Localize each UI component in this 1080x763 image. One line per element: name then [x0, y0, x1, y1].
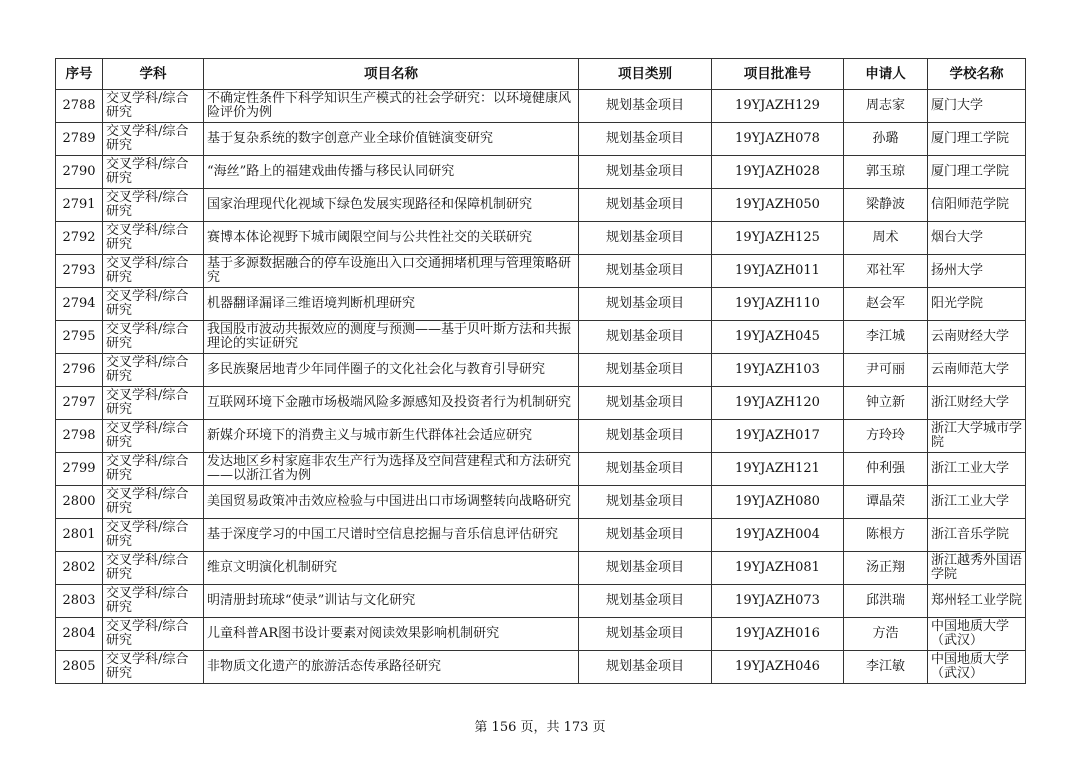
- row-applicant: 李江城: [844, 321, 928, 354]
- row-project-type: 规划基金项目: [579, 618, 712, 651]
- row-project-name: 基于复杂系统的数字创意产业全球价值链演变研究: [204, 123, 579, 156]
- row-subject: 交叉学科/综合研究: [103, 519, 204, 552]
- row-approval-number: 19YJAZH121: [712, 453, 844, 486]
- row-school: 烟台大学: [928, 222, 1026, 255]
- table-row: [56, 156, 1026, 189]
- table-row: [56, 255, 1026, 288]
- row-school: 浙江音乐学院: [928, 519, 1026, 552]
- row-school: 中国地质大学（武汉）: [928, 618, 1026, 651]
- row-project-type: 规划基金项目: [579, 519, 712, 552]
- row-project-type: 规划基金项目: [579, 222, 712, 255]
- header-project-type: 项目类别: [579, 59, 712, 90]
- row-approval-number: 19YJAZH120: [712, 387, 844, 420]
- row-project-name: 美国贸易政策冲击效应检验与中国进出口市场调整转向战略研究: [204, 486, 579, 519]
- row-subject: 交叉学科/综合研究: [103, 156, 204, 189]
- row-approval-number: 19YJAZH028: [712, 156, 844, 189]
- table-row: [56, 420, 1026, 453]
- row-applicant: 钟立新: [844, 387, 928, 420]
- row-project-type: 规划基金项目: [579, 123, 712, 156]
- row-project-name: 不确定性条件下科学知识生产模式的社会学研究：以环境健康风险评价为例: [204, 90, 579, 123]
- row-subject: 交叉学科/综合研究: [103, 222, 204, 255]
- row-index: 2805: [56, 651, 103, 684]
- row-subject: 交叉学科/综合研究: [103, 453, 204, 486]
- row-subject: 交叉学科/综合研究: [103, 321, 204, 354]
- row-index: 2790: [56, 156, 103, 189]
- row-subject: 交叉学科/综合研究: [103, 189, 204, 222]
- row-school: 扬州大学: [928, 255, 1026, 288]
- table-row: [56, 552, 1026, 585]
- row-approval-number: 19YJAZH073: [712, 585, 844, 618]
- row-index: 2798: [56, 420, 103, 453]
- row-project-type: 规划基金项目: [579, 651, 712, 684]
- row-applicant: 汤正翔: [844, 552, 928, 585]
- row-applicant: 李江敏: [844, 651, 928, 684]
- row-subject: 交叉学科/综合研究: [103, 123, 204, 156]
- row-school: 厦门理工学院: [928, 156, 1026, 189]
- row-index: 2802: [56, 552, 103, 585]
- row-project-name: 维京文明演化机制研究: [204, 552, 579, 585]
- row-school: 浙江工业大学: [928, 453, 1026, 486]
- row-index: 2801: [56, 519, 103, 552]
- row-school: 郑州轻工业学院: [928, 585, 1026, 618]
- row-subject: 交叉学科/综合研究: [103, 420, 204, 453]
- row-approval-number: 19YJAZH129: [712, 90, 844, 123]
- row-index: 2795: [56, 321, 103, 354]
- row-applicant: 仲利强: [844, 453, 928, 486]
- row-project-type: 规划基金项目: [579, 354, 712, 387]
- row-applicant: 陈根方: [844, 519, 928, 552]
- header-project-name: 项目名称: [204, 59, 579, 90]
- row-project-type: 规划基金项目: [579, 189, 712, 222]
- header-index: 序号: [56, 59, 103, 90]
- table-row: [56, 651, 1026, 684]
- table-row: [56, 189, 1026, 222]
- table-row: [56, 354, 1026, 387]
- row-approval-number: 19YJAZH078: [712, 123, 844, 156]
- header-approval-number: 项目批准号: [712, 59, 844, 90]
- row-project-type: 规划基金项目: [579, 90, 712, 123]
- row-project-name: 互联网环境下金融市场极端风险多源感知及投资者行为机制研究: [204, 387, 579, 420]
- row-subject: 交叉学科/综合研究: [103, 255, 204, 288]
- table-row: [56, 123, 1026, 156]
- row-subject: 交叉学科/综合研究: [103, 585, 204, 618]
- project-table: [55, 58, 1026, 684]
- row-project-name: 国家治理现代化视域下绿色发展实现路径和保障机制研究: [204, 189, 579, 222]
- row-project-name: 非物质文化遗产的旅游活态传承路径研究: [204, 651, 579, 684]
- row-project-name: 发达地区乡村家庭非农生产行为选择及空间营建程式和方法研究——以浙江省为例: [204, 453, 579, 486]
- row-approval-number: 19YJAZH080: [712, 486, 844, 519]
- table-row: [56, 222, 1026, 255]
- header-school: 学校名称: [928, 59, 1026, 90]
- row-school: 厦门大学: [928, 90, 1026, 123]
- row-applicant: 邓社军: [844, 255, 928, 288]
- row-applicant: 邱洪瑞: [844, 585, 928, 618]
- row-index: 2800: [56, 486, 103, 519]
- row-applicant: 方浩: [844, 618, 928, 651]
- row-project-type: 规划基金项目: [579, 288, 712, 321]
- row-applicant: 郭玉琼: [844, 156, 928, 189]
- table-row: [56, 585, 1026, 618]
- row-school: 厦门理工学院: [928, 123, 1026, 156]
- row-project-name: 明清册封琉球“使录”训诂与文化研究: [204, 585, 579, 618]
- row-index: 2803: [56, 585, 103, 618]
- table-row: [56, 90, 1026, 123]
- row-school: 浙江工业大学: [928, 486, 1026, 519]
- row-school: 浙江越秀外国语学院: [928, 552, 1026, 585]
- row-index: 2789: [56, 123, 103, 156]
- row-subject: 交叉学科/综合研究: [103, 486, 204, 519]
- row-project-type: 规划基金项目: [579, 420, 712, 453]
- row-project-name: 机器翻译漏译三维语境判断机理研究: [204, 288, 579, 321]
- row-applicant: 周术: [844, 222, 928, 255]
- row-approval-number: 19YJAZH103: [712, 354, 844, 387]
- row-project-name: 多民族聚居地青少年同伴圈子的文化社会化与教育引导研究: [204, 354, 579, 387]
- row-project-type: 规划基金项目: [579, 486, 712, 519]
- row-school: 云南财经大学: [928, 321, 1026, 354]
- row-project-type: 规划基金项目: [579, 255, 712, 288]
- row-subject: 交叉学科/综合研究: [103, 354, 204, 387]
- header-subject: 学科: [103, 59, 204, 90]
- table-row: [56, 519, 1026, 552]
- row-index: 2804: [56, 618, 103, 651]
- table-row: [56, 321, 1026, 354]
- row-approval-number: 19YJAZH017: [712, 420, 844, 453]
- row-project-name: 儿童科普AR图书设计要素对阅读效果影响机制研究: [204, 618, 579, 651]
- row-index: 2791: [56, 189, 103, 222]
- row-subject: 交叉学科/综合研究: [103, 552, 204, 585]
- row-index: 2796: [56, 354, 103, 387]
- row-approval-number: 19YJAZH050: [712, 189, 844, 222]
- table-row: [56, 618, 1026, 651]
- table-row: [56, 387, 1026, 420]
- page-footer: 第 156 页，共 173 页: [474, 720, 606, 735]
- row-project-name: 基于多源数据融合的停车设施出入口交通拥堵机理与管理策略研究: [204, 255, 579, 288]
- table-row: [56, 288, 1026, 321]
- row-project-name: 赛博本体论视野下城市阈限空间与公共性社交的关联研究: [204, 222, 579, 255]
- row-applicant: 赵会军: [844, 288, 928, 321]
- row-project-type: 规划基金项目: [579, 453, 712, 486]
- row-project-type: 规划基金项目: [579, 552, 712, 585]
- row-approval-number: 19YJAZH004: [712, 519, 844, 552]
- row-applicant: 周志家: [844, 90, 928, 123]
- row-approval-number: 19YJAZH011: [712, 255, 844, 288]
- row-subject: 交叉学科/综合研究: [103, 387, 204, 420]
- row-subject: 交叉学科/综合研究: [103, 90, 204, 123]
- row-index: 2799: [56, 453, 103, 486]
- row-approval-number: 19YJAZH046: [712, 651, 844, 684]
- row-approval-number: 19YJAZH110: [712, 288, 844, 321]
- row-school: 阳光学院: [928, 288, 1026, 321]
- row-approval-number: 19YJAZH045: [712, 321, 844, 354]
- row-project-name: 新媒介环境下的消费主义与城市新生代群体社会适应研究: [204, 420, 579, 453]
- row-applicant: 尹可丽: [844, 354, 928, 387]
- row-school: 浙江财经大学: [928, 387, 1026, 420]
- row-subject: 交叉学科/综合研究: [103, 288, 204, 321]
- row-project-type: 规划基金项目: [579, 387, 712, 420]
- row-subject: 交叉学科/综合研究: [103, 618, 204, 651]
- row-approval-number: 19YJAZH016: [712, 618, 844, 651]
- header-row: [56, 59, 1026, 90]
- row-approval-number: 19YJAZH081: [712, 552, 844, 585]
- row-index: 2792: [56, 222, 103, 255]
- row-applicant: 方玲玲: [844, 420, 928, 453]
- row-index: 2788: [56, 90, 103, 123]
- row-project-type: 规划基金项目: [579, 585, 712, 618]
- row-project-type: 规划基金项目: [579, 156, 712, 189]
- row-index: 2793: [56, 255, 103, 288]
- row-school: 云南师范大学: [928, 354, 1026, 387]
- row-subject: 交叉学科/综合研究: [103, 651, 204, 684]
- header-applicant: 申请人: [844, 59, 928, 90]
- row-applicant: 孙璐: [844, 123, 928, 156]
- row-applicant: 梁静波: [844, 189, 928, 222]
- row-project-name: 我国股市波动共振效应的测度与预测——基于贝叶斯方法和共振理论的实证研究: [204, 321, 579, 354]
- row-school: 中国地质大学（武汉）: [928, 651, 1026, 684]
- table-row: [56, 453, 1026, 486]
- row-project-name: 基于深度学习的中国工尺谱时空信息挖掘与音乐信息评估研究: [204, 519, 579, 552]
- row-applicant: 谭晶荣: [844, 486, 928, 519]
- row-school: 信阳师范学院: [928, 189, 1026, 222]
- row-approval-number: 19YJAZH125: [712, 222, 844, 255]
- table-row: [56, 486, 1026, 519]
- row-project-name: “海丝”路上的福建戏曲传播与移民认同研究: [204, 156, 579, 189]
- row-index: 2794: [56, 288, 103, 321]
- row-project-type: 规划基金项目: [579, 321, 712, 354]
- row-school: 浙江大学城市学院: [928, 420, 1026, 453]
- row-index: 2797: [56, 387, 103, 420]
